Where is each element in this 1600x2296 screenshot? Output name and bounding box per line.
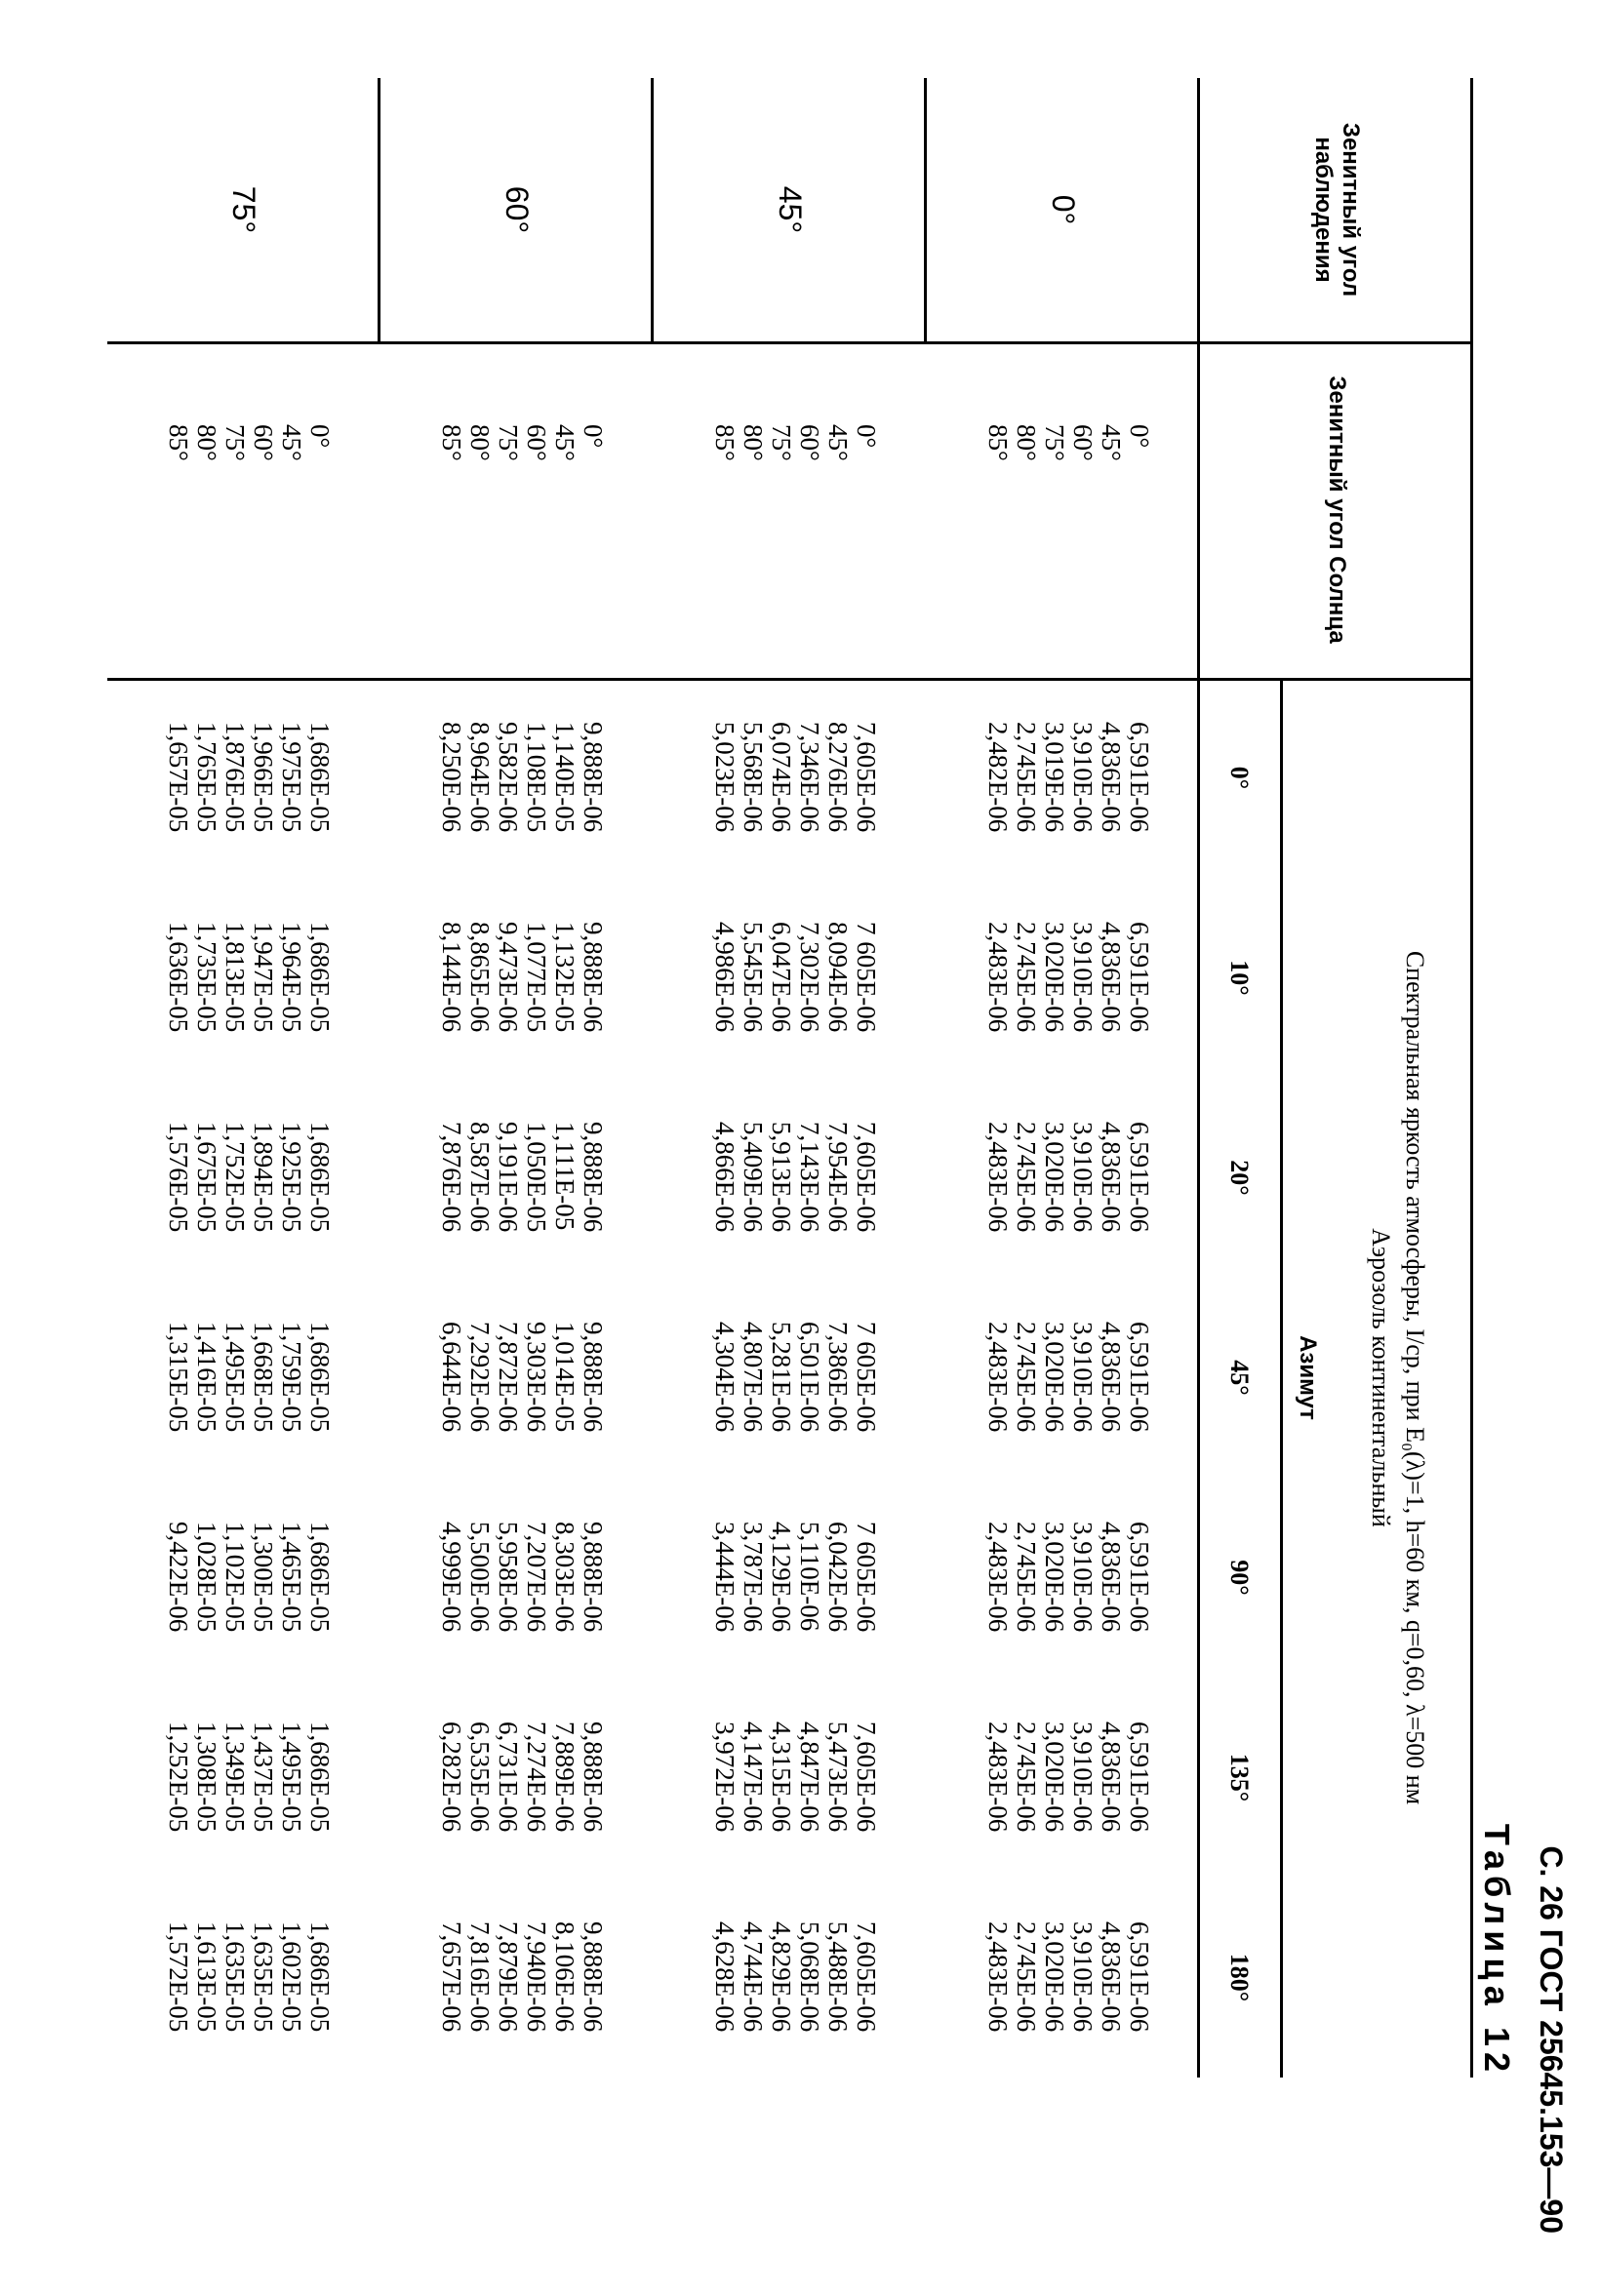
brightness-value-cell: 1,315E-05: [164, 1322, 193, 1433]
sun-angle-cell: 80°: [739, 424, 768, 461]
brightness-value-cell: 7,605E-06: [852, 1722, 881, 1833]
brightness-value-cell: 6,591E-06: [1125, 922, 1154, 1033]
brightness-value-cell: 1,686E-05: [305, 922, 335, 1033]
brightness-value-cell: 6,535E-06: [465, 1722, 495, 1833]
brightness-value-cell: 7,605E-06: [852, 1921, 881, 2033]
brightness-value-cell: 5,068E-06: [795, 1921, 824, 2033]
table-label: Таблица 12: [1477, 1823, 1517, 2078]
brightness-value-cell: 8,144E-06: [437, 922, 466, 1033]
brightness-value-cell: 8,276E-06: [823, 722, 853, 833]
brightness-value-cell: 9,888E-06: [579, 1522, 608, 1633]
brightness-value-cell: 4,836E-06: [1097, 922, 1126, 1033]
brightness-value-cell: 3,910E-06: [1068, 1722, 1098, 1833]
header-sun-angle: Зенитный угол Солнца: [1324, 376, 1350, 644]
sun-angle-cell: 85°: [437, 424, 466, 461]
brightness-value-cell: 5,913E-06: [767, 1122, 796, 1233]
brightness-value-cell: 7,816E-06: [465, 1921, 495, 2033]
brightness-value-cell: 9,422E-06: [164, 1522, 193, 1633]
brightness-value-cell: 2,745E-06: [1012, 1522, 1041, 1633]
brightness-value-cell: 2,745E-06: [1012, 722, 1041, 833]
brightness-value-cell: 7,605E-06: [852, 1122, 881, 1233]
brightness-value-cell: 6,074E-06: [767, 722, 796, 833]
header-azimuth: Азимут: [1295, 1335, 1321, 1420]
brightness-value-cell: 4,986E-06: [710, 922, 740, 1033]
brightness-value-cell: 5,545E-06: [739, 922, 768, 1033]
brightness-value-cell: 1,108E-05: [522, 722, 551, 833]
view-angle-cell: 45°: [773, 185, 809, 234]
view-column-rule: [107, 341, 1473, 344]
brightness-value-cell: 3,020E-06: [1040, 1722, 1069, 1833]
brightness-value-cell: 2,483E-06: [983, 1522, 1013, 1633]
brightness-value-cell: 1,686E-05: [305, 722, 335, 833]
brightness-value-cell: 1,686E-05: [305, 1722, 335, 1833]
brightness-value-cell: 2,745E-06: [1012, 1921, 1041, 2033]
brightness-value-cell: 7,876E-06: [437, 1122, 466, 1233]
brightness-value-cell: 1,876E-05: [220, 722, 250, 833]
azimuth-column-header: 90°: [1225, 1560, 1254, 1596]
brightness-value-cell: 8,250E-06: [437, 722, 466, 833]
brightness-value-cell: 4,807E-06: [739, 1322, 768, 1433]
brightness-value-cell: 1,416E-05: [192, 1322, 221, 1433]
brightness-value-cell: 8,303E-06: [550, 1522, 580, 1633]
brightness-value-cell: 7,207E-06: [522, 1522, 551, 1633]
brightness-value-cell: 9,191E-06: [494, 1122, 523, 1233]
brightness-value-cell: 1,657E-05: [164, 722, 193, 833]
brightness-value-cell: 3,910E-06: [1068, 1921, 1098, 2033]
page-header: [1527, 146, 1576, 2292]
brightness-value-cell: 3,910E-06: [1068, 1122, 1098, 1233]
brightness-value-cell: 4,129E-06: [767, 1522, 796, 1633]
brightness-value-cell: 7,346E-06: [795, 722, 824, 833]
brightness-value-cell: 3,019E-06: [1040, 722, 1069, 833]
brightness-value-cell: 4,628E-06: [710, 1921, 740, 2033]
azimuth-header-rule: [1280, 678, 1283, 2078]
brightness-value-cell: 5,409E-06: [739, 1122, 768, 1233]
brightness-value-cell: 1,300E-05: [249, 1522, 278, 1633]
brightness-value-cell: 1,735E-05: [192, 922, 221, 1033]
brightness-value-cell: 1,252E-05: [164, 1722, 193, 1833]
brightness-value-cell: 7,889E-06: [550, 1722, 580, 1833]
brightness-value-cell: 7,292E-06: [465, 1322, 495, 1433]
brightness-value-cell: 2,483E-06: [983, 1322, 1013, 1433]
brightness-value-cell: 1,765E-05: [192, 722, 221, 833]
sun-column-rule: [107, 678, 1473, 681]
brightness-value-cell: 6,591E-06: [1125, 722, 1154, 833]
brightness-value-cell: 7,605E-06: [852, 722, 881, 833]
brightness-value-cell: 4,999E-06: [437, 1522, 466, 1633]
brightness-value-cell: 4,744E-06: [739, 1921, 768, 2033]
brightness-value-cell: 6,731E-06: [494, 1722, 523, 1833]
brightness-value-cell: 4,315E-06: [767, 1722, 796, 1833]
brightness-value-cell: 6,591E-06: [1125, 1122, 1154, 1233]
brightness-value-cell: 1,636E-05: [164, 922, 193, 1033]
table-caption-subtitle: Аэрозоль континентальный: [1367, 1228, 1395, 1527]
brightness-value-cell: 1,966E-05: [249, 722, 278, 833]
brightness-value-cell: 7,302E-06: [795, 922, 824, 1033]
brightness-value-cell: 1,602E-05: [277, 1921, 306, 2033]
brightness-value-cell: 5,023E-06: [710, 722, 740, 833]
brightness-value-cell: 1,495E-05: [220, 1322, 250, 1433]
brightness-value-cell: 4,836E-06: [1097, 1122, 1126, 1233]
brightness-value-cell: 2,745E-06: [1012, 922, 1041, 1033]
brightness-value-cell: 4,836E-06: [1097, 1921, 1126, 2033]
brightness-value-cell: 8,094E-06: [823, 922, 853, 1033]
brightness-value-cell: 7,274E-06: [522, 1722, 551, 1833]
brightness-value-cell: 2,745E-06: [1012, 1122, 1041, 1233]
brightness-value-cell: 4,304E-06: [710, 1322, 740, 1433]
page-label: С. 26 ГОСТ 25645.153—90: [1534, 1845, 1569, 2234]
brightness-value-cell: 3,020E-06: [1040, 1122, 1069, 1233]
table-top-rule: [1470, 78, 1473, 2078]
view-angle-cell: 75°: [226, 185, 262, 234]
sun-angle-cell: 45°: [823, 424, 853, 461]
brightness-value-cell: 1,813E-05: [220, 922, 250, 1033]
brightness-value-cell: 9,303E-06: [522, 1322, 551, 1433]
brightness-value-cell: 2,483E-06: [983, 922, 1013, 1033]
sun-angle-cell: 60°: [249, 424, 278, 461]
brightness-value-cell: 6,644E-06: [437, 1322, 466, 1433]
brightness-value-cell: 6,591E-06: [1125, 1921, 1154, 2033]
brightness-value-cell: 6,591E-06: [1125, 1322, 1154, 1433]
brightness-value-cell: 9,888E-06: [579, 1722, 608, 1833]
brightness-value-cell: 1,686E-05: [305, 1322, 335, 1433]
brightness-value-cell: 8,865E-06: [465, 922, 495, 1033]
brightness-value-cell: 1,686E-05: [305, 1522, 335, 1633]
brightness-value-cell: 3,910E-06: [1068, 722, 1098, 833]
brightness-value-cell: 3,020E-06: [1040, 1322, 1069, 1433]
header-bottom-rule: [1197, 78, 1200, 2078]
brightness-value-cell: 6,591E-06: [1125, 1722, 1154, 1833]
brightness-value-cell: 1,613E-05: [192, 1921, 221, 2033]
brightness-value-cell: 1,132E-05: [550, 922, 580, 1033]
brightness-value-cell: 1,465E-05: [277, 1522, 306, 1633]
brightness-value-cell: 2,483E-06: [983, 1722, 1013, 1833]
brightness-value-cell: 4,836E-06: [1097, 1722, 1126, 1833]
brightness-value-cell: 1,576E-05: [164, 1122, 193, 1233]
brightness-value-cell: 3,020E-06: [1040, 922, 1069, 1033]
view-angle-cell: 0°: [1046, 194, 1082, 225]
brightness-value-cell: 1,686E-05: [305, 1921, 335, 2033]
brightness-value-cell: 7,657E-06: [437, 1921, 466, 2033]
brightness-value-cell: 4,866E-06: [710, 1122, 740, 1233]
brightness-value-cell: 7,143E-06: [795, 1122, 824, 1233]
brightness-value-cell: 1,014E-05: [550, 1322, 580, 1433]
brightness-value-cell: 1,308E-05: [192, 1722, 221, 1833]
brightness-value-cell: 4,836E-06: [1097, 1322, 1126, 1433]
azimuth-column-header: 0°: [1225, 766, 1254, 790]
brightness-value-cell: 7,940E-06: [522, 1921, 551, 2033]
brightness-value-cell: 1,140E-05: [550, 722, 580, 833]
brightness-value-cell: 1,925E-05: [277, 1122, 306, 1233]
view-angle-cell: 60°: [500, 185, 536, 234]
azimuth-column-header: 10°: [1225, 960, 1254, 996]
sun-angle-cell: 75°: [1040, 424, 1069, 461]
sun-angle-cell: 60°: [522, 424, 551, 461]
brightness-value-cell: 5,110E-06: [795, 1522, 824, 1632]
brightness-value-cell: 9,582E-06: [494, 722, 523, 833]
brightness-value-cell: 4,836E-06: [1097, 722, 1126, 833]
brightness-value-cell: 4,836E-06: [1097, 1522, 1126, 1633]
brightness-value-cell: 5,958E-06: [494, 1522, 523, 1633]
brightness-value-cell: 2,483E-06: [983, 1921, 1013, 2033]
azimuth-column-header: 20°: [1225, 1160, 1254, 1196]
brightness-value-cell: 9,888E-06: [579, 722, 608, 833]
brightness-value-cell: 4,847E-06: [795, 1722, 824, 1833]
sun-angle-cell: 0°: [305, 424, 335, 449]
brightness-value-cell: 8,106E-06: [550, 1921, 580, 2033]
brightness-value-cell: 3,910E-06: [1068, 922, 1098, 1033]
brightness-value-cell: 1,668E-05: [249, 1322, 278, 1433]
brightness-value-cell: 1,759E-05: [277, 1322, 306, 1433]
brightness-value-cell: 6,282E-06: [437, 1722, 466, 1833]
brightness-value-cell: 5,281E-06: [767, 1322, 796, 1433]
brightness-value-cell: 1,675E-05: [192, 1122, 221, 1233]
brightness-value-cell: 1,437E-05: [249, 1722, 278, 1833]
brightness-value-cell: 3,972E-06: [710, 1722, 740, 1833]
brightness-value-cell: 9,473E-06: [494, 922, 523, 1033]
azimuth-column-header: 135°: [1225, 1753, 1254, 1802]
brightness-value-cell: 1,028E-05: [192, 1522, 221, 1633]
brightness-value-cell: 3,444E-06: [710, 1522, 740, 1633]
brightness-value-cell: 9,888E-06: [579, 1921, 608, 2033]
brightness-value-cell: 4,147E-06: [739, 1722, 768, 1833]
brightness-value-cell: 5,488E-06: [823, 1921, 853, 2033]
brightness-value-cell: 1,572E-05: [164, 1921, 193, 2033]
brightness-value-cell: 7,386E-06: [823, 1322, 853, 1433]
azimuth-column-header: 45°: [1225, 1360, 1254, 1396]
sun-angle-cell: 85°: [164, 424, 193, 461]
sun-angle-cell: 75°: [494, 424, 523, 461]
brightness-value-cell: 3,020E-06: [1040, 1921, 1069, 2033]
brightness-value-cell: 6,042E-06: [823, 1522, 853, 1633]
brightness-value-cell: 9,888E-06: [579, 1322, 608, 1433]
sun-angle-cell: 45°: [277, 424, 306, 461]
brightness-value-cell: 8,964E-06: [465, 722, 495, 833]
brightness-value-cell: 1,752E-05: [220, 1122, 250, 1233]
sun-angle-cell: 75°: [220, 424, 250, 461]
brightness-value-cell: 7,872E-06: [494, 1322, 523, 1433]
azimuth-column-header: 180°: [1225, 1953, 1254, 2002]
sun-angle-cell: 75°: [767, 424, 796, 461]
brightness-value-cell: 7 605E-06: [852, 922, 881, 1033]
sun-angle-cell: 80°: [192, 424, 221, 461]
brightness-value-cell: 5,500E-06: [465, 1522, 495, 1633]
header-view-angle: Зенитный угол наблюдения: [1310, 122, 1364, 297]
brightness-value-cell: 2,482E-06: [983, 722, 1013, 833]
brightness-value-cell: 1,077E-05: [522, 922, 551, 1033]
group-divider-rule: [651, 78, 654, 341]
group-divider-rule: [378, 78, 380, 341]
brightness-value-cell: 7,879E-06: [494, 1921, 523, 2033]
brightness-value-cell: 6,591E-06: [1125, 1522, 1154, 1633]
sun-angle-cell: 45°: [1097, 424, 1126, 461]
brightness-value-cell: 7 605E-06: [852, 1322, 881, 1433]
brightness-value-cell: 7,954E-06: [823, 1122, 853, 1233]
brightness-value-cell: 1,964E-05: [277, 922, 306, 1033]
sun-angle-cell: 0°: [1125, 424, 1154, 449]
brightness-value-cell: 5,568E-06: [739, 722, 768, 833]
brightness-value-cell: 1,686E-05: [305, 1122, 335, 1233]
brightness-value-cell: 5,473E-06: [823, 1722, 853, 1833]
brightness-value-cell: 1,947E-05: [249, 922, 278, 1033]
brightness-value-cell: 1,102E-05: [220, 1522, 250, 1633]
brightness-value-cell: 1,635E-05: [220, 1921, 250, 2033]
brightness-value-cell: 1,975E-05: [277, 722, 306, 833]
sun-angle-cell: 60°: [1068, 424, 1098, 461]
sun-angle-cell: 85°: [983, 424, 1013, 461]
sun-angle-cell: 45°: [550, 424, 580, 461]
brightness-value-cell: 8,587E-06: [465, 1122, 495, 1233]
brightness-value-cell: 3,910E-06: [1068, 1322, 1098, 1433]
group-divider-rule: [924, 78, 927, 341]
brightness-value-cell: 2,745E-06: [1012, 1722, 1041, 1833]
brightness-value-cell: 2,745E-06: [1012, 1322, 1041, 1433]
sun-angle-cell: 85°: [710, 424, 740, 461]
sun-angle-cell: 0°: [852, 424, 881, 449]
brightness-value-cell: 1,050E-05: [522, 1122, 551, 1233]
table-caption: Спектральная яркость атмосферы, I/ср, при E₀(λ)=1, h=60 км, q=0,60, λ=500 нм: [1401, 950, 1429, 1805]
brightness-value-cell: 1,111E-05: [550, 1122, 580, 1231]
sun-angle-cell: 0°: [579, 424, 608, 449]
brightness-value-cell: 9,888E-06: [579, 1122, 608, 1233]
sun-angle-cell: 60°: [795, 424, 824, 461]
brightness-value-cell: 3,020E-06: [1040, 1522, 1069, 1633]
brightness-value-cell: 3,787E-06: [739, 1522, 768, 1633]
sun-angle-cell: 80°: [465, 424, 495, 461]
brightness-value-cell: 1,894E-05: [249, 1122, 278, 1233]
brightness-value-cell: 4,829E-06: [767, 1921, 796, 2033]
sun-angle-cell: 80°: [1012, 424, 1041, 461]
brightness-value-cell: 2,483E-06: [983, 1122, 1013, 1233]
brightness-value-cell: 9,888E-06: [579, 922, 608, 1033]
brightness-value-cell: 1,495E-05: [277, 1722, 306, 1833]
brightness-value-cell: 1,349E-05: [220, 1722, 250, 1833]
brightness-value-cell: 1,635E-05: [249, 1921, 278, 2033]
brightness-table: [107, 78, 1473, 2078]
brightness-value-cell: 6,047E-06: [767, 922, 796, 1033]
brightness-value-cell: 6,501E-06: [795, 1322, 824, 1433]
brightness-value-cell: 3,910E-06: [1068, 1522, 1098, 1633]
brightness-value-cell: 7 605E-06: [852, 1522, 881, 1633]
